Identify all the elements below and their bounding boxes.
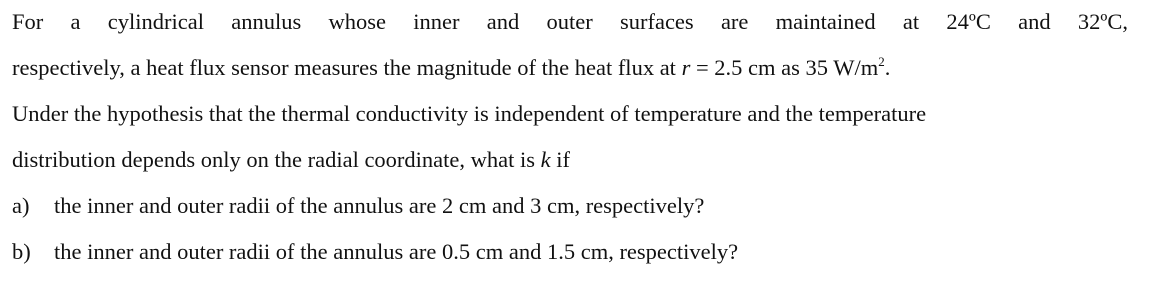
problem-statement [12, 0, 1152, 287]
radius-value: = 2.5 cm [690, 55, 776, 80]
conductivity-variable: k [540, 147, 551, 172]
problem-line-2-period: . [884, 55, 891, 80]
part-b-label: b) [12, 239, 31, 264]
part-a-label: a) [12, 193, 30, 218]
unit-exponent: 2 [878, 54, 885, 69]
part-a-text: the inner and outer radii of the annulus are 2 cm and 3 cm, respectively? [54, 193, 705, 218]
problem-line-1 [12, 8, 1128, 36]
question-part-b [12, 238, 738, 266]
problem-line-3-text: Under the hypothesis that the thermal conductivity is independent of temperature and the temperature [12, 101, 927, 126]
radius-variable: r [681, 55, 691, 80]
problem-line-2 [12, 54, 890, 82]
problem-line-4-text-start: distribution depends only on the radial coordinate, what is [12, 147, 541, 172]
problem-line-4 [12, 146, 570, 174]
question-part-a [12, 192, 704, 220]
problem-line-1-text: For a cylindrical annulus whose inner and outer surfaces are maintained at 24ºC and 32ºC, [12, 9, 1128, 34]
problem-line-3 [12, 100, 926, 128]
problem-line-2-text-start: respectively, a heat flux sensor measures the magnitude of the heat flux at [12, 55, 682, 80]
part-b-text: the inner and outer radii of the annulus are 0.5 cm and 1.5 cm, respectively? [54, 239, 739, 264]
heat-flux-value: as 35 W/m [775, 55, 879, 80]
problem-line-4-text-end: if [550, 147, 571, 172]
